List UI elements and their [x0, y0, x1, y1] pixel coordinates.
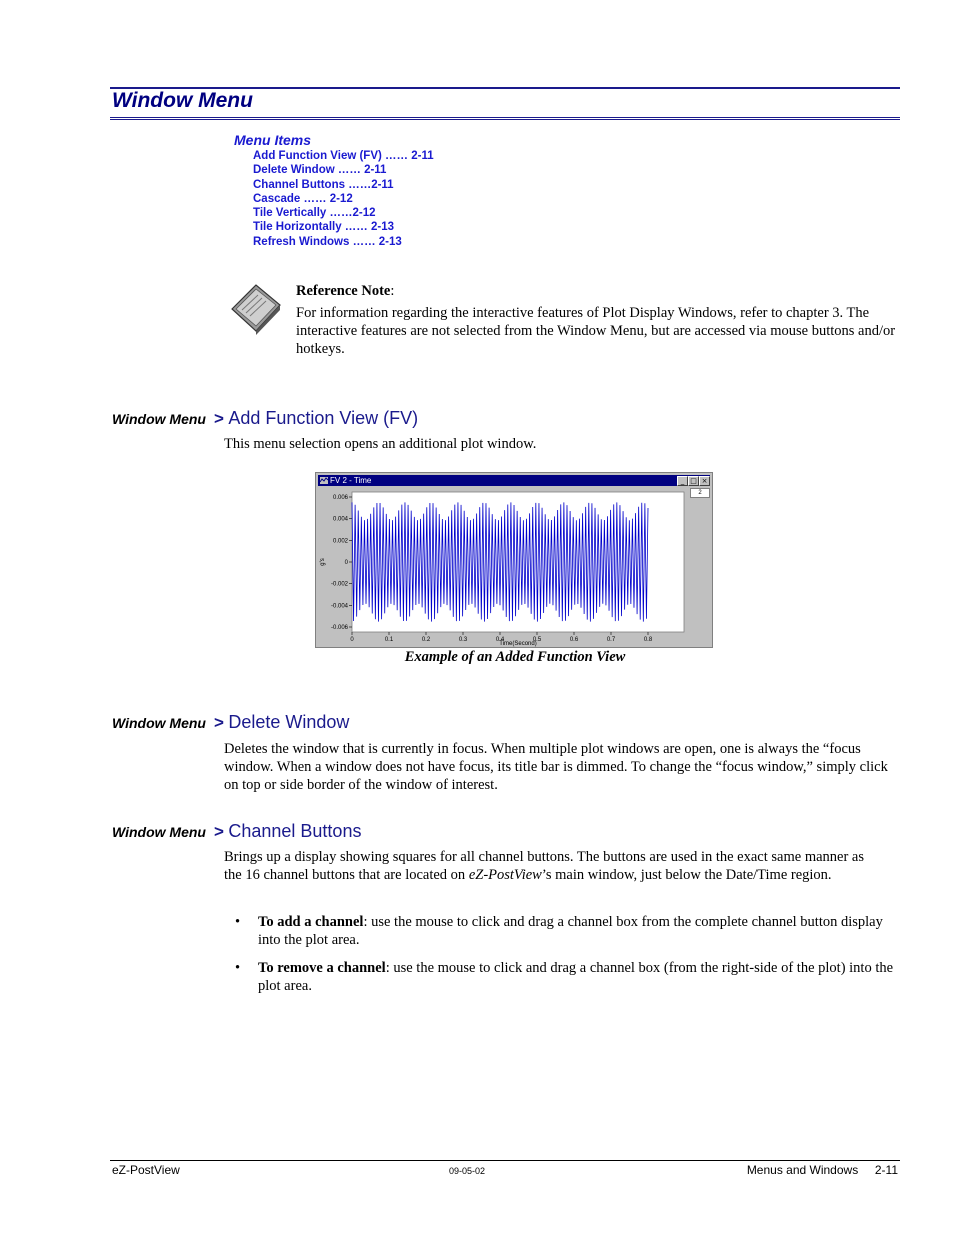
menu-item-link[interactable]: Cascade …… 2-12 [253, 192, 353, 205]
x-tick-label: 0.5 [532, 637, 542, 643]
figure-caption: Example of an Added Function View [404, 649, 626, 665]
header-rule-bottom [110, 117, 900, 118]
section-arrow: > [213, 713, 224, 732]
x-tick-label: 0.4 [495, 637, 505, 643]
menu-item-link[interactable]: Delete Window …… 2-11 [253, 164, 387, 177]
body-text-pre: Brings up a display showing squares for all channel buttons. The buttons are used in the exact same manner as the 16 channel buttons that are located on [224, 849, 864, 883]
bullet-label: To remove a channel [258, 960, 386, 976]
menu-item-link[interactable]: Tile Horizontally …… 2-13 [253, 221, 395, 234]
body-text-product: eZ-PostView [468, 867, 542, 883]
bullet-add-channel [235, 913, 900, 949]
y-axis-label: g's [320, 558, 326, 566]
bullet-remove-channel [235, 959, 900, 995]
body-text-post: ’s main window, just below the Date/Time region. [541, 867, 832, 883]
footer-left: eZ-PostView [112, 1163, 180, 1177]
footer-right: Menus and Windows 2-11 [746, 1163, 898, 1177]
menu-item-link[interactable]: Tile Vertically ……2-12 [253, 207, 376, 220]
x-axis-label: Time(Second) [499, 641, 537, 647]
bullet-dot: • [235, 914, 241, 930]
book-icon [228, 279, 284, 335]
x-tick-label: 0.3 [458, 637, 468, 643]
footer-rule [110, 1160, 900, 1161]
menu-items-title: Menu Items [234, 132, 312, 148]
bullet-text: : use the mouse to click and drag a channel box from the complete channel button display into the plot area. [258, 914, 883, 948]
menu-item-link[interactable]: Add Function View (FV) …… 2-11 [253, 150, 434, 162]
x-tick-label: 0 [350, 637, 354, 643]
section-heading-delete-window [112, 712, 349, 733]
page-title: Window Menu [112, 89, 253, 112]
function-view-window[interactable] [315, 472, 713, 648]
section-name: Add Function View (FV) [228, 408, 419, 428]
section-body-add-fv: This menu selection opens an additional plot window. [224, 436, 537, 452]
y-tick-label: 0.004 [332, 516, 348, 523]
x-tick-label: 0.6 [569, 637, 579, 643]
menu-item-link[interactable]: Channel Buttons ……2-11 [253, 178, 394, 191]
x-tick-label: 0.2 [421, 637, 431, 643]
reference-note-colon: : [390, 283, 395, 299]
section-crumb: Window Menu [112, 411, 206, 427]
reference-note-text: For information regarding the interactive features of Plot Display Windows, refer to chapter 3. The interactive features are not selected from the Window Menu, but are accessed via mouse buttons and/or hotkeys. [296, 305, 896, 357]
y-tick-label: 0.006 [332, 495, 348, 501]
window-title-bar[interactable] [318, 475, 710, 486]
reference-note-label: Reference Note [296, 283, 391, 299]
x-tick-label: 0.1 [384, 637, 394, 643]
menu-item-link[interactable]: Refresh Windows …… 2-13 [253, 235, 402, 248]
section-heading-channel-buttons [112, 821, 361, 842]
section-name: Channel Buttons [228, 821, 362, 841]
x-tick-label: 0.7 [606, 637, 616, 643]
bullet-dot: • [235, 960, 241, 976]
y-tick-label: 0.002 [332, 538, 348, 545]
section-name: Delete Window [228, 712, 350, 732]
bullet-label: To add a channel [258, 914, 364, 930]
footer-date: 09-05-02 [449, 1166, 486, 1176]
y-tick-label: -0.002 [330, 581, 348, 588]
section-body-channel-buttons [224, 848, 864, 884]
section-arrow: > [213, 822, 224, 841]
window-app-icon [320, 477, 328, 484]
reference-note [296, 282, 896, 358]
menu-items-list [253, 149, 434, 249]
maximize-button[interactable]: □ [688, 476, 699, 486]
y-tick-label: -0.004 [330, 603, 348, 610]
y-tick-label: 0 [344, 560, 348, 566]
channel-button[interactable]: 2 [690, 488, 710, 498]
window-title: FV 2 - Time [330, 476, 372, 485]
section-arrow: > [213, 409, 224, 428]
header-rule-bottom-2 [110, 119, 900, 120]
section-heading-add-fv [112, 408, 418, 429]
minimize-button[interactable]: _ [677, 476, 688, 486]
section-crumb: Window Menu [112, 824, 206, 840]
y-tick-label: -0.006 [330, 625, 348, 631]
close-button[interactable]: × [699, 476, 710, 486]
section-body-delete-window: Deletes the window that is currently in focus. When multiple plot windows are open, one is always the “focus window. When a window does not have focus, its title bar is dimmed. To change the “focus window,” simply click on top or side border of the window of interest. [224, 741, 888, 793]
x-tick-label: 0.8 [643, 637, 653, 643]
time-plot [318, 487, 686, 647]
bullet-text: : use the mouse to click and drag a channel box (from the right-side of the plot) into the plot area. [258, 960, 894, 994]
section-crumb: Window Menu [112, 715, 206, 731]
